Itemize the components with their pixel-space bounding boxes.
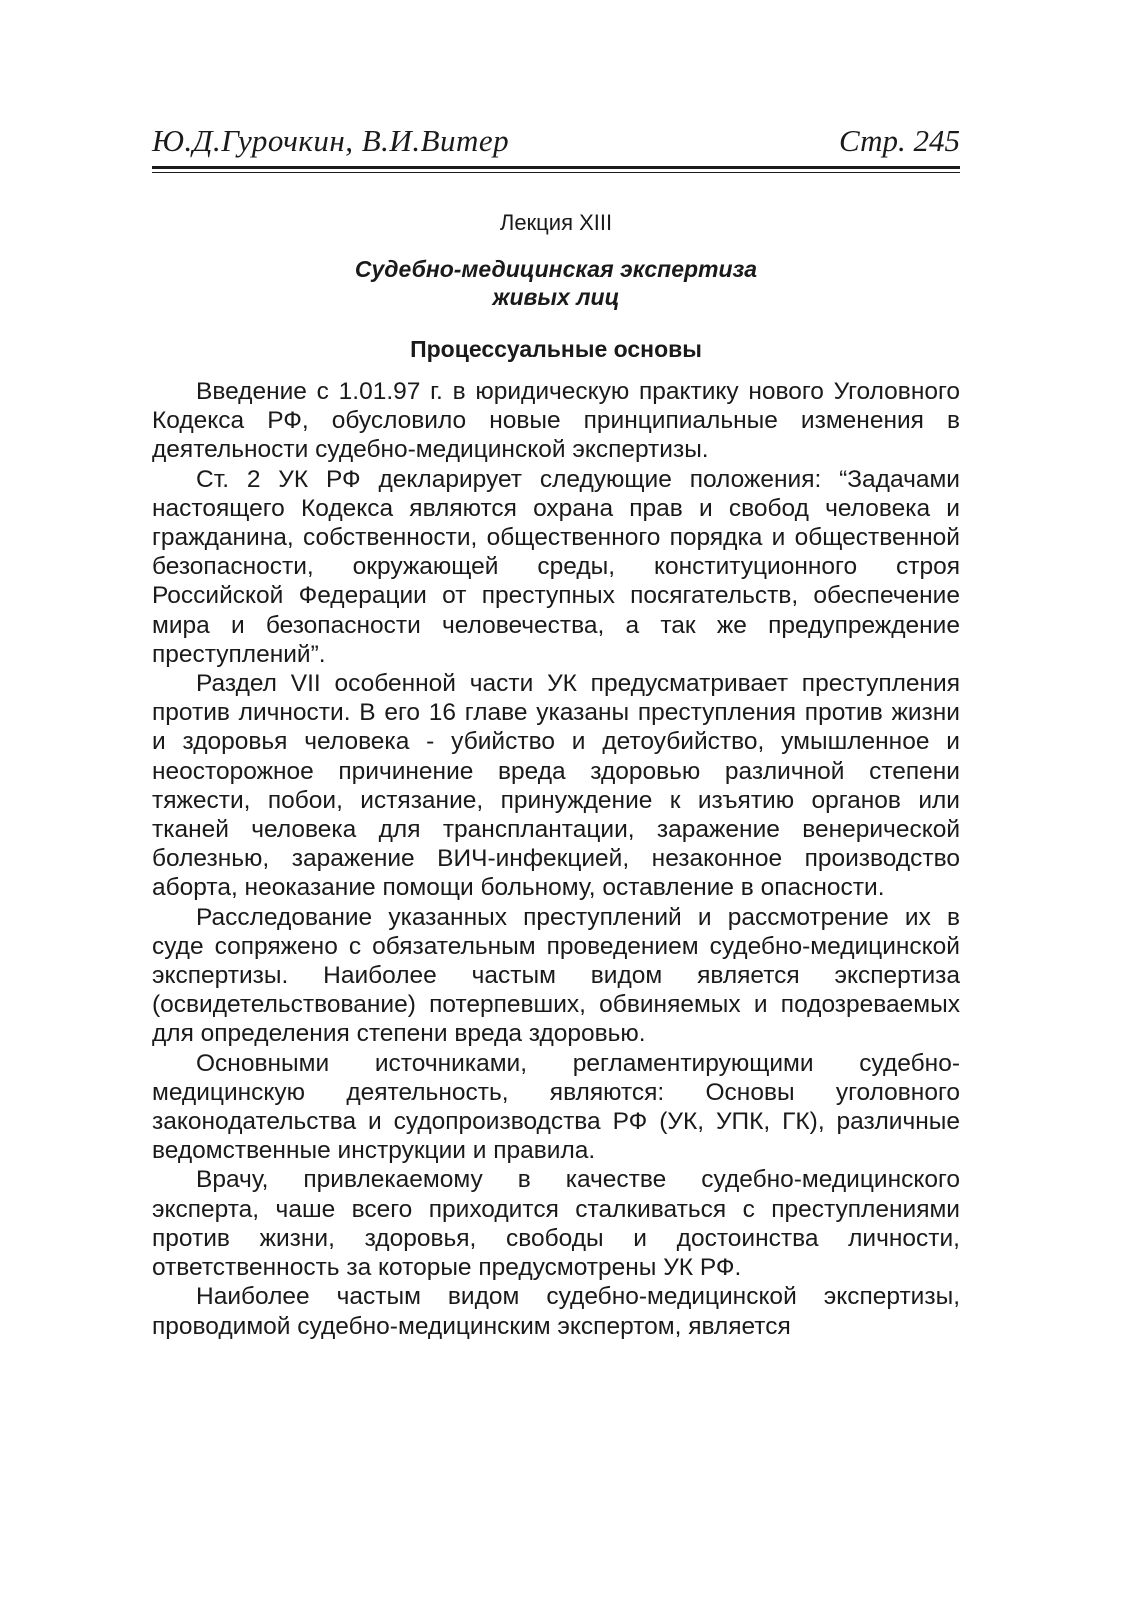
book-page bbox=[152, 118, 960, 1341]
paragraph: Наиболее частым видом судебно-медицинской экспертизы, проводимой судебно-медицинским экспертом, является bbox=[152, 1283, 960, 1340]
paragraph: Врачу, привлекаемому в качестве судебно-медицинского эксперта, чаше всего приходится сталкиваться с преступлениями против жизни, здоровья, свободы и достоинства личности, ответственность за которые предусмотрены УК РФ. bbox=[152, 1166, 960, 1282]
lecture-label: Лекция XIII bbox=[499, 210, 613, 235]
chapter-title-line-2: живых лиц bbox=[492, 284, 620, 310]
paragraph: Основными источниками, регламентирующими судебно-медицинскую деятельность, являются: Основы уголовного законодательства и судопроизводства РФ (УК, УПК, ГК), различные ведомственные инструкции и правила. bbox=[152, 1049, 960, 1165]
header-rule-thick bbox=[152, 166, 960, 169]
running-header bbox=[152, 118, 960, 164]
header-page-number: Стр. 245 bbox=[838, 123, 960, 158]
header-authors: Ю.Д.Гурочкин, В.И.Витер bbox=[152, 123, 510, 158]
body-text bbox=[152, 377, 960, 1341]
section-subtitle: Процессуальные основы bbox=[410, 336, 702, 362]
paragraph: Расследование указанных преступлений и рассмотрение их в суде сопряжено с обязательным проведением судебно-медицинской экспертизы. Наиболее частым видом является экспертиза (освидетельствование) потерпевших, обвиняемых и подозреваемых для определения степени вреда здоровью. bbox=[152, 903, 960, 1048]
paragraph: Введение с 1.01.97 г. в юридическую практику нового Уголовного Кодекса РФ, обусловило новые принципиальные изменения в деятельности судебно-медицинской экспертизы. bbox=[152, 378, 960, 464]
header-rule-thin bbox=[152, 172, 960, 173]
chapter-title-line-1: Судебно-медицинская экспертиза bbox=[354, 256, 758, 282]
chapter-title bbox=[152, 255, 960, 311]
paragraph: Ст. 2 УК РФ декларирует следующие положения: “Задачами настоящего Кодекса являются охрана прав и свобод человека и гражданина, собственности, общественного порядка и общественной безопасности, окружающей среды, конституционного строя Российской Федерации от преступных посягательств, обеспечение мира и безопасности человечества, а так же предупреждение преступлений”. bbox=[152, 465, 960, 668]
header-rule bbox=[152, 166, 960, 175]
paragraph: Раздел VII особенной части УК предусматривает преступления против личности. В его 16 главе указаны преступления против жизни и здоровья человека - убийство и детоубийство, умышленное и неосторожное причинение вреда здоровью различной степени тяжести, побои, истязание, принуждение к изъятию органов или тканей человека для трансплантации, заражение венерической болезнью, заражение ВИЧ-инфекцией, незаконное производство аборта, неоказание помощи больному, оставление в опасности. bbox=[152, 670, 960, 902]
